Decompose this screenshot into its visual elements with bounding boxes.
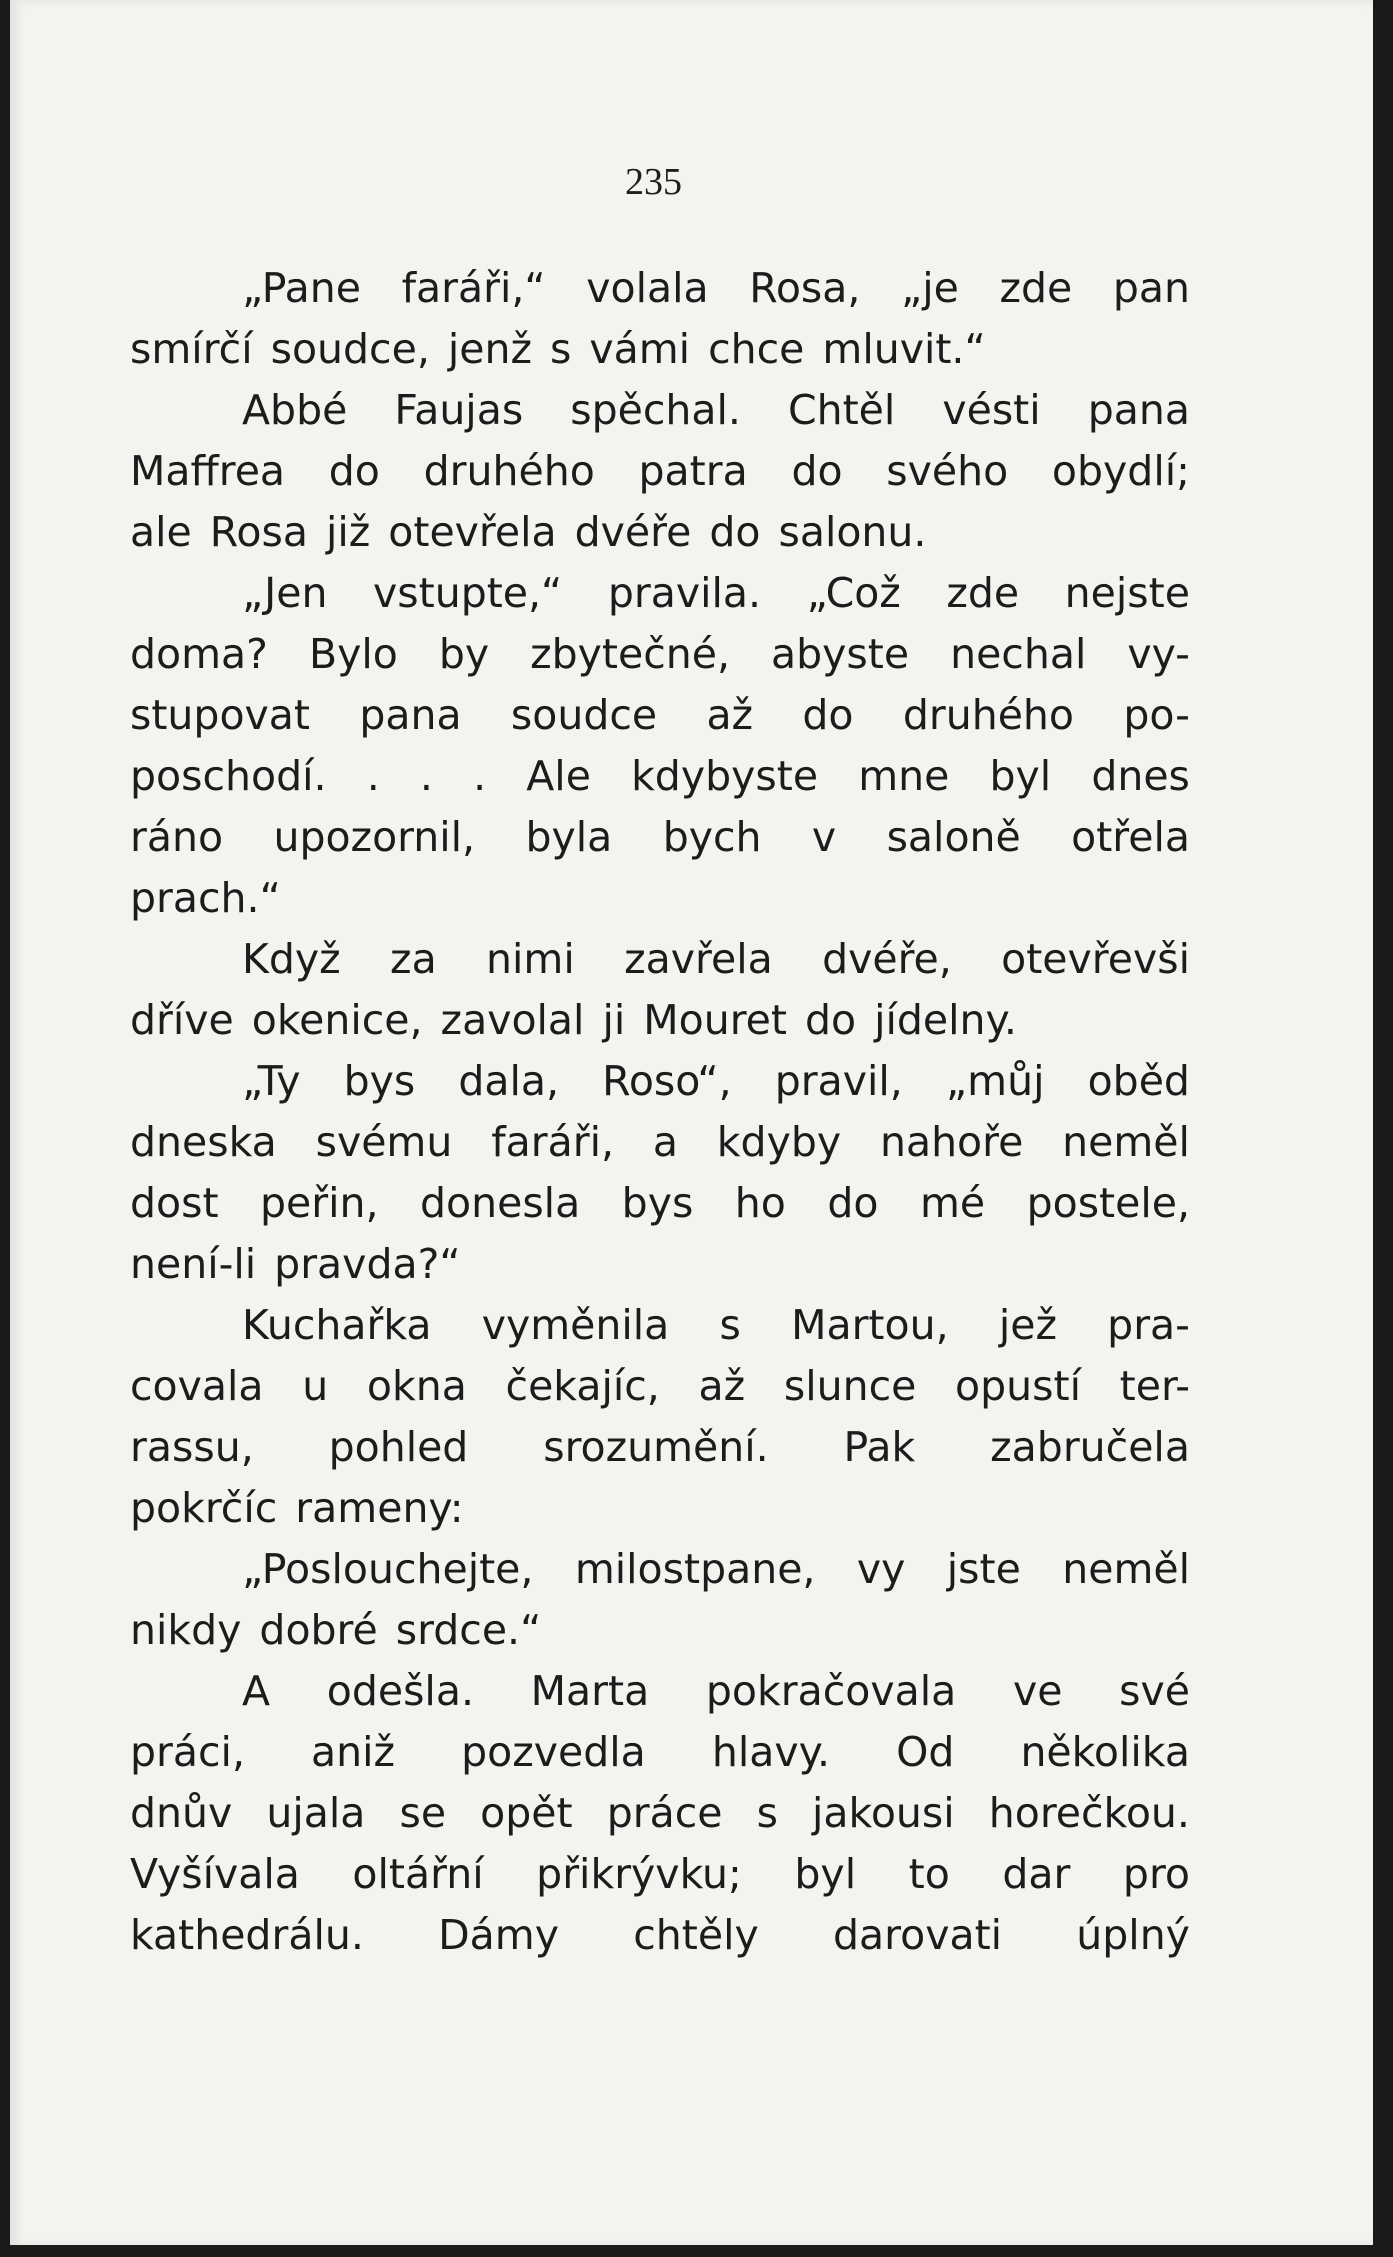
text-line: dneska svému faráři, a kdyby nahoře neměl xyxy=(130,1118,1190,1166)
text-line: kathedrálu. Dámy chtěly darovati úplný xyxy=(130,1911,1190,1959)
text-line: Kuchařka vyměnila s Martou, jež pra- xyxy=(242,1301,1190,1349)
book-page xyxy=(10,0,1373,2245)
text-line: poschodí. . . . Ale kdybyste mne byl dnes xyxy=(130,752,1190,800)
text-line: „Jen vstupte,“ pravila. „Což zde nejste xyxy=(242,569,1190,617)
text-line: rassu, pohled srozumění. Pak zabručela xyxy=(130,1423,1190,1471)
text-line: nikdy dobré srdce.“ xyxy=(130,1606,542,1654)
text-line: pokrčíc rameny: xyxy=(130,1484,464,1532)
text-line: není-li pravda?“ xyxy=(130,1240,461,1288)
text-line: Maffrea do druhého patra do svého obydlí; xyxy=(130,447,1190,495)
text-line: „Poslouchejte, milostpane, vy jste neměl xyxy=(242,1545,1190,1593)
text-line: Když za nimi zavřela dvéře, otevřevši xyxy=(242,935,1190,983)
text-line: stupovat pana soudce až do druhého po- xyxy=(130,691,1190,739)
text-line: A odešla. Marta pokračovala ve své xyxy=(242,1667,1190,1715)
text-line: „Pane faráři,“ volala Rosa, „je zde pan xyxy=(242,264,1190,312)
text-line: Abbé Faujas spěchal. Chtěl vésti pana xyxy=(242,386,1190,434)
text-line: smírčí soudce, jenž s vámi chce mluvit.“ xyxy=(130,325,986,373)
text-line: dnův ujala se opět práce s jakousi horečkou. xyxy=(130,1789,1190,1837)
text-line: covala u okna čekajíc, až slunce opustí ter- xyxy=(130,1362,1190,1410)
text-line: ale Rosa již otevřela dvéře do salonu. xyxy=(130,508,927,556)
text-line: „Ty bys dala, Roso“, pravil, „můj oběd xyxy=(242,1057,1190,1105)
text-line: práci, aniž pozvedla hlavy. Od několika xyxy=(130,1728,1190,1776)
text-line: dost peřin, donesla bys ho do mé postele, xyxy=(130,1179,1190,1227)
text-line: ráno upozornil, byla bych v saloně otřela xyxy=(130,813,1190,861)
text-line: dříve okenice, zavolal ji Mouret do jídelny. xyxy=(130,996,1017,1044)
text-line: doma? Bylo by zbytečné, abyste nechal vy- xyxy=(130,630,1190,678)
page-number: 235 xyxy=(625,161,682,203)
text-line: Vyšívala oltářní přikrývku; byl to dar pro xyxy=(130,1850,1190,1898)
body-text xyxy=(130,258,1190,1966)
text-line: prach.“ xyxy=(130,874,281,922)
